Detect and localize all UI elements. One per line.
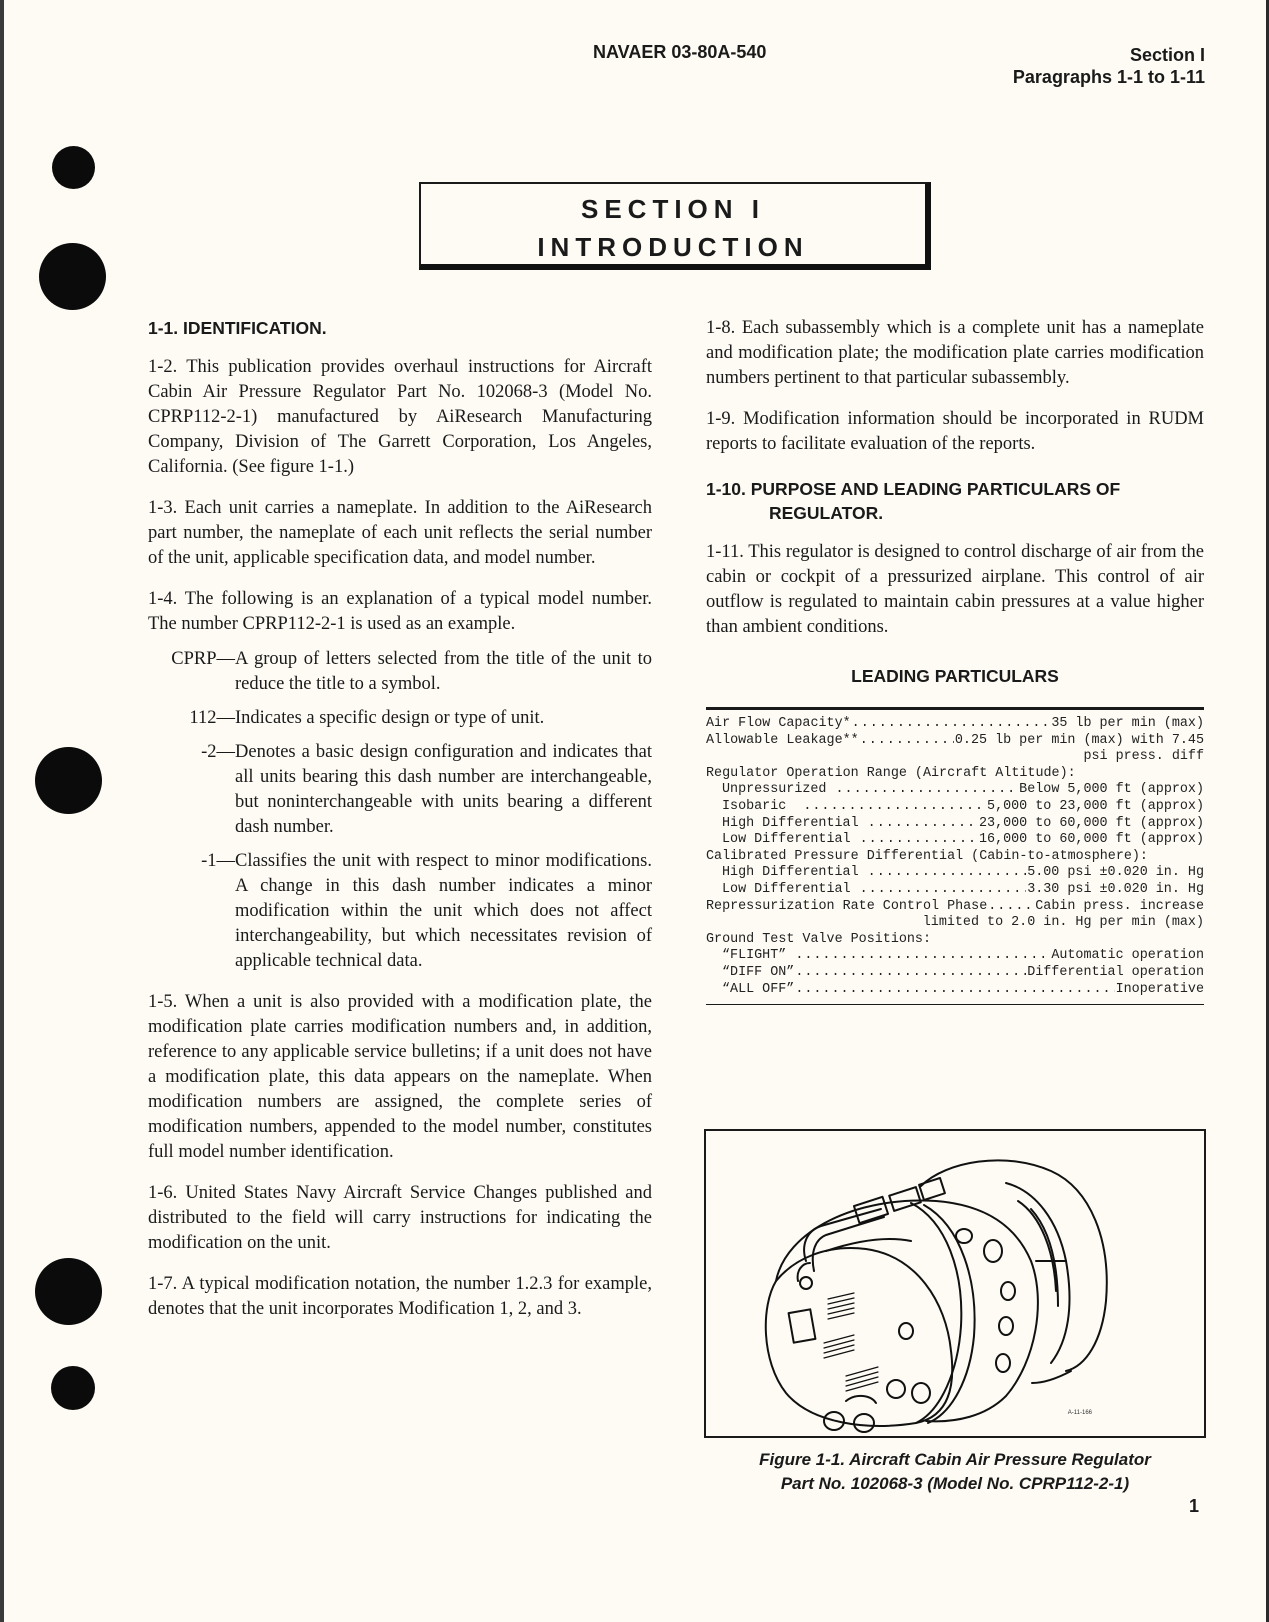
particulars-row (706, 733, 1204, 750)
particulars-value: 16,000 to 60,000 ft (approx) (979, 832, 1204, 848)
particulars-label: Low Differential (722, 881, 859, 897)
regulator-illustration (706, 1131, 1204, 1436)
dot-leader (860, 733, 954, 750)
definition-text: Denotes a basic design configuration and indicates that all units bearing this dash number are interchangeable, but noninterchangeable with units bearing a different dash number. (235, 742, 652, 837)
paragraph-1-11: 1-11. This regulator is designed to control discharge of air from the cabin or cockpit of a pressurized airplane. This control of air outflow is regulated to maintain cabin pressures at a value higher than ambient conditions. (706, 542, 1204, 637)
binder-hole-5 (51, 1366, 95, 1410)
leading-particulars-table (706, 707, 1204, 1005)
particulars-value: 0.25 lb per min (max) with 7.45 (954, 732, 1204, 748)
particulars-label: “DIFF ON” (722, 964, 795, 980)
dot-leader (860, 882, 1027, 899)
dot-leader (868, 816, 978, 833)
definition-cprp (88, 647, 652, 697)
particulars-row (706, 982, 1204, 999)
heading-identification: 1-1. IDENTIFICATION. (148, 318, 327, 338)
particulars-value: Differential operation (1027, 964, 1204, 980)
particulars-value: 3.30 psi ±0.020 in. Hg (1027, 881, 1204, 897)
definition-dash-1 (88, 849, 652, 974)
particulars-value-continued: psi press. diff (1083, 749, 1204, 765)
doc-number: NAVAER 03-80A-540 (593, 42, 767, 62)
page-edge-left (0, 0, 4, 1622)
particulars-value: Cabin press. increase (1035, 898, 1204, 914)
particulars-value: 5.00 psi ±0.020 in. Hg (1027, 865, 1204, 881)
particulars-row (706, 965, 1204, 982)
particulars-row (706, 882, 1204, 899)
particulars-row (706, 799, 1204, 816)
figure-caption-line-1: Figure 1-1. Aircraft Cabin Air Pressure Regulator (759, 1450, 1151, 1469)
particulars-label: “ALL OFF” (722, 981, 795, 997)
dot-leader (795, 948, 1050, 965)
definition-dash-2 (88, 740, 652, 840)
particulars-label: High Differential (722, 865, 867, 881)
figure-caption-line-2: Part No. 102068-3 (Model No. CPRP112-2-1) (780, 1474, 1130, 1493)
leading-particulars-title: LEADING PARTICULARS (851, 666, 1059, 686)
particulars-value: 35 lb per min (max) (1051, 716, 1204, 731)
heading-line-1: 1-10. PURPOSE AND LEADING PARTICULARS OF (706, 479, 1121, 499)
particulars-value: Inoperative (1115, 981, 1204, 997)
binder-hole-4 (35, 1258, 102, 1325)
particulars-label: Low Differential (722, 832, 859, 848)
figure-caption (704, 1448, 1206, 1496)
binder-hole-2 (39, 243, 106, 310)
paragraph-1-8: 1-8. Each subassembly which is a complete unit has a nameplate and modification plate; the modification plate carries modification numbers pertinent to that particular subassembly. (706, 318, 1204, 388)
particulars-label: Allowable Leakage** (706, 732, 859, 748)
dot-leader (795, 982, 1114, 999)
dot-leader (795, 965, 1026, 982)
section-name: INTRODUCTION (537, 232, 809, 262)
particulars-value: 5,000 to 23,000 ft (approx) (987, 798, 1204, 814)
particulars-row (706, 716, 1204, 733)
dot-leader (860, 832, 978, 849)
paragraph-1-2: 1-2. This publication provides overhaul instructions for Aircraft Cabin Air Pressure Regulator Part No. 102068-3 (Model No. CPRP112-2-1) manufactured by AiResearch Manufacturing Company, Division of The Garrett Corporation, Los Angeles, California. (See figure 1-1.) (148, 357, 652, 477)
particulars-row (706, 816, 1204, 833)
definition-term: -1— (201, 851, 235, 871)
definition-term: -2— (201, 742, 235, 762)
particulars-row (706, 782, 1204, 799)
figure-code: A-11-166 (1067, 1410, 1092, 1416)
section-label: Section I (1129, 45, 1205, 65)
left-column (148, 316, 652, 1338)
dot-leader (868, 865, 1027, 882)
particulars-row (706, 899, 1204, 916)
particulars-label: High Differential (722, 815, 867, 831)
section-title-box (419, 182, 931, 270)
definition-term: CPRP— (171, 649, 235, 669)
figure-1-1 (704, 1129, 1206, 1438)
particulars-value-continued: limited to 2.0 in. Hg per min (max) (922, 915, 1204, 931)
particulars-group-heading: Regulator Operation Range (Aircraft Altitude): (706, 765, 1076, 781)
dot-leader (988, 899, 1034, 916)
definition-term: 112— (189, 708, 235, 728)
particulars-row (706, 948, 1204, 965)
particulars-value: 23,000 to 60,000 ft (approx) (979, 815, 1204, 831)
particulars-value: Below 5,000 ft (approx) (1019, 782, 1204, 798)
dot-leader (803, 799, 986, 816)
heading-line-2: REGULATOR. (769, 503, 884, 523)
definition-text: A group of letters selected from the title of the unit to reduce the title to a symbol. (235, 649, 652, 694)
particulars-value: Automatic operation (1051, 948, 1204, 964)
paragraph-1-6: 1-6. United States Navy Aircraft Service Changes published and distributed to the field will carry instructions for indicating the modification on the unit. (148, 1183, 652, 1253)
paragraph-range: Paragraphs 1-1 to 1-11 (1012, 67, 1205, 87)
definition-112 (88, 706, 652, 731)
paragraph-1-5: 1-5. When a unit is also provided with a modification plate, the modification plate carries modification numbers and, in addition, reference to any applicable service bulletins; if a unit does not have a modification plate, this data appears on the nameplate. When modification numbers are assigned, the complete series of modification numbers, appended to the model number, constitutes full model number identification. (148, 992, 652, 1162)
paragraph-1-3: 1-3. Each unit carries a nameplate. In addition to the AiResearch part number, the nameplate of each unit reflects the serial number of the unit, applicable specification data, and model number. (148, 498, 652, 568)
heading-purpose (706, 477, 1204, 525)
paragraph-1-4: 1-4. The following is an explanation of a typical model number. The number CPRP112-2-1 is used as an example. (148, 589, 652, 634)
particulars-row (706, 832, 1204, 849)
definition-text: Indicates a specific design or type of unit. (235, 708, 545, 728)
dot-leader (836, 782, 1019, 799)
definition-text: Classifies the unit with respect to minor modifications. A change in this dash number indicates a minor modification within the unit which does not affect interchangeability, but which necessitates revision of applicable technical data. (235, 851, 652, 971)
particulars-label: Isobaric (722, 798, 803, 814)
particulars-label: Air Flow Capacity* (706, 716, 851, 731)
particulars-label: Repressurization Rate Control Phase (706, 898, 988, 914)
particulars-group-heading: Ground Test Valve Positions: (706, 931, 931, 947)
particulars-label: Unpressurized (722, 782, 835, 798)
running-header (1013, 44, 1205, 88)
paragraph-1-7: 1-7. A typical modification notation, the number 1.2.3 for example, denotes that the unit incorporates Modification 1, 2, and 3. (148, 1274, 652, 1319)
right-column (706, 316, 1204, 1005)
section-number: SECTION I (580, 194, 765, 224)
binder-hole-1 (52, 146, 95, 189)
page-number: 1 (1189, 1496, 1200, 1516)
particulars-group-heading: Calibrated Pressure Differential (Cabin-to-atmosphere): (706, 848, 1148, 864)
particulars-label: “FLIGHT” (722, 948, 795, 964)
particulars-row (706, 865, 1204, 882)
paragraph-1-9: 1-9. Modification information should be incorporated in RUDM reports to facilitate evaluation of the reports. (706, 409, 1204, 454)
dot-leader (852, 716, 1051, 733)
